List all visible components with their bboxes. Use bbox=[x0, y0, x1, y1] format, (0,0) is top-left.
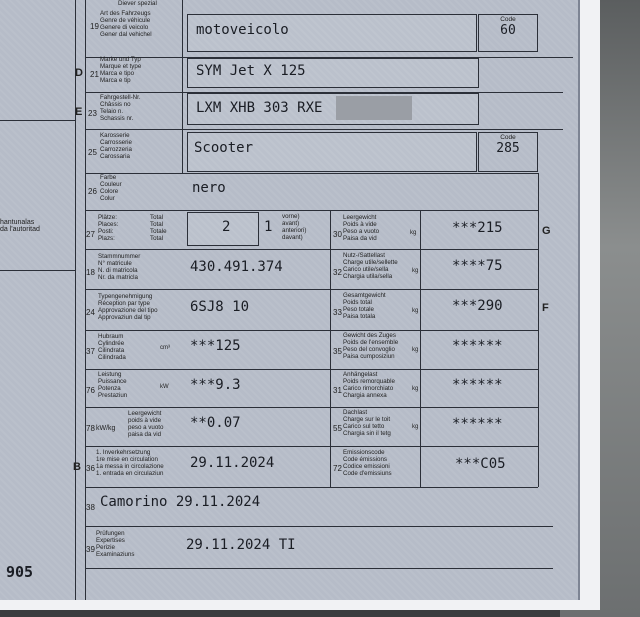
vehicle-type-code-box bbox=[478, 14, 538, 52]
vehicle-type-value: motoveicolo bbox=[196, 22, 289, 38]
seats-total-value: 2 bbox=[222, 219, 231, 235]
field-number: 24 bbox=[86, 308, 95, 317]
field-number: 32 bbox=[333, 268, 342, 277]
code-label: Code bbox=[500, 16, 516, 23]
unit-kw: kW bbox=[160, 384, 169, 390]
make-type-label: Marke und Typ Marque et type Marca e tipo Marca e tip bbox=[100, 56, 142, 84]
field-number: 25 bbox=[88, 148, 97, 157]
total-weight-value: ***290 bbox=[452, 298, 503, 314]
marker-letter-b: B bbox=[73, 461, 81, 473]
color-label: Farbe Couleur Colore Colur bbox=[100, 174, 122, 202]
field-number: 55 bbox=[333, 424, 342, 433]
body-code-box bbox=[478, 132, 538, 172]
empty-weight-value: ***215 bbox=[452, 220, 503, 236]
code-label: Code bbox=[500, 134, 516, 141]
type-approval-value: 6SJ8 10 bbox=[190, 299, 250, 315]
seats-label: Plätze: Places: Posti: Plazs: bbox=[98, 214, 119, 242]
field-number: 26 bbox=[88, 187, 97, 196]
master-number-label: Stammnummer N° matricule N. di matricola Nr. da matricla bbox=[98, 253, 141, 281]
field-number: 23 bbox=[88, 109, 97, 118]
unit-kg: kg bbox=[412, 347, 419, 353]
field-number: 30 bbox=[333, 230, 342, 239]
left-fragment: hantunalas da l'autoritad bbox=[0, 219, 40, 233]
displacement-label: Hubraum Cylindrée Cilindrata Cilindrada bbox=[98, 333, 126, 361]
power-ratio-label: kW/kg bbox=[96, 425, 116, 432]
master-number-value: 430.491.374 bbox=[190, 259, 283, 275]
field-number: 72 bbox=[333, 464, 342, 473]
field-number: 38 bbox=[86, 503, 95, 512]
field-number: 31 bbox=[333, 386, 342, 395]
field-number: 33 bbox=[333, 308, 342, 317]
field-number: 37 bbox=[86, 347, 95, 356]
unit-kg: kg bbox=[412, 268, 419, 274]
unit-kg: kg bbox=[410, 230, 417, 236]
seats-front-value: 1 bbox=[264, 219, 273, 235]
left-number: 905 bbox=[6, 563, 34, 581]
vehicle-type-label: Art des Fahrzeugs Genre de véhicule Genere di veicolo Gener dal vehichel bbox=[100, 10, 152, 38]
chassis-label: Fahrgestell-Nr. Châssis no Telaio n. Schassis nr. bbox=[100, 94, 141, 122]
place-date-value: Camorino 29.11.2024 bbox=[100, 494, 261, 510]
field-number: 18 bbox=[86, 268, 95, 277]
inspections-label: Prüfungen Expertises Perizie Examinaziuns bbox=[96, 530, 135, 558]
train-weight-label: Gewicht des Zuges Poids de l'ensemble Peso del convoglio Paisa cumposiziun bbox=[343, 332, 399, 360]
unit-kg: kg bbox=[412, 424, 419, 430]
first-registration-value: 29.11.2024 bbox=[190, 455, 275, 471]
type-approval-label: Typengenehmigung Réception par type Approvazione del tipo Approvaziun dal tip bbox=[98, 293, 158, 321]
field-number: 35 bbox=[333, 347, 342, 356]
towing-weight-value: ****** bbox=[452, 377, 503, 393]
roof-load-label: Dachlast Charge sur le toit Carico sul tetto Chargia sin il tetg bbox=[343, 409, 391, 437]
unit-kg: kg bbox=[412, 386, 419, 392]
redaction-block bbox=[336, 96, 412, 120]
marker-letter-f: F bbox=[542, 302, 549, 314]
empty-weight-label: Leergewicht Poids à vide Peso a vuoto Paisa da vid bbox=[343, 214, 380, 242]
towing-weight-label: Anhängelast Poids remorquable Carico rimorchiato Chargia annexa bbox=[343, 371, 395, 399]
chassis-value: LXM XHB 303 RXE bbox=[196, 100, 323, 116]
emission-code-value: ***C05 bbox=[455, 456, 506, 472]
marker-letter-g: G bbox=[542, 225, 551, 237]
emission-code-label: Emissionscode Code émissions Codice emissioni Code d'emissiuns bbox=[343, 449, 392, 477]
body-label: Karosserie Carrosserie Carrozzeria Carossaria bbox=[100, 132, 132, 160]
unit-kg: kg bbox=[412, 308, 419, 314]
unit-cm3: cm³ bbox=[160, 345, 170, 351]
top-cut-label: Diever spezial bbox=[118, 0, 157, 7]
seats-front-label: vorne) avant) anteriori) davant) bbox=[282, 213, 307, 241]
vehicle-type-code: 60 bbox=[500, 23, 516, 38]
first-registration-label: 1. Inverkehrsetzung 1re mise en circulation 1a messa in circolazione 1. entrada en circulaziun bbox=[96, 449, 164, 477]
power-value: ***9.3 bbox=[190, 377, 241, 393]
train-weight-value: ****** bbox=[452, 338, 503, 354]
field-number: 19 bbox=[90, 22, 99, 31]
field-number: 76 bbox=[86, 386, 95, 395]
seats-total-label: Total Total Totale Total bbox=[150, 214, 167, 242]
field-number: 39 bbox=[86, 545, 95, 554]
make-type-value: SYM Jet X 125 bbox=[196, 63, 306, 79]
body-value: Scooter bbox=[194, 140, 254, 156]
field-number: 27 bbox=[86, 230, 95, 239]
marker-letter-d: D bbox=[75, 67, 83, 79]
field-number: 36 bbox=[86, 464, 95, 473]
marker-letter-e: E bbox=[75, 106, 83, 118]
roof-load-value: ****** bbox=[452, 416, 503, 432]
total-weight-label: Gesamtgewicht Poids total Peso totale Paisa totala bbox=[343, 292, 386, 320]
power-label: Leistung Puissance Potenza Prestaziun bbox=[98, 371, 128, 399]
field-number: 78 bbox=[86, 424, 95, 433]
displacement-value: ***125 bbox=[190, 338, 241, 354]
payload-value: ****75 bbox=[452, 258, 503, 274]
field-number: 21 bbox=[90, 70, 99, 79]
payload-label: Nutz-/Sattellast Charge utile/sellette Carico utile/sella Chargia utila/sella bbox=[343, 252, 398, 280]
body-code: 285 bbox=[496, 141, 520, 156]
power-ratio-value: **0.07 bbox=[190, 415, 241, 431]
power-ratio-sub-label: Leergewicht poids à vide peso a vuoto paisa da vid bbox=[128, 410, 164, 438]
inspections-value: 29.11.2024 TI bbox=[186, 537, 296, 553]
color-value: nero bbox=[192, 180, 226, 196]
